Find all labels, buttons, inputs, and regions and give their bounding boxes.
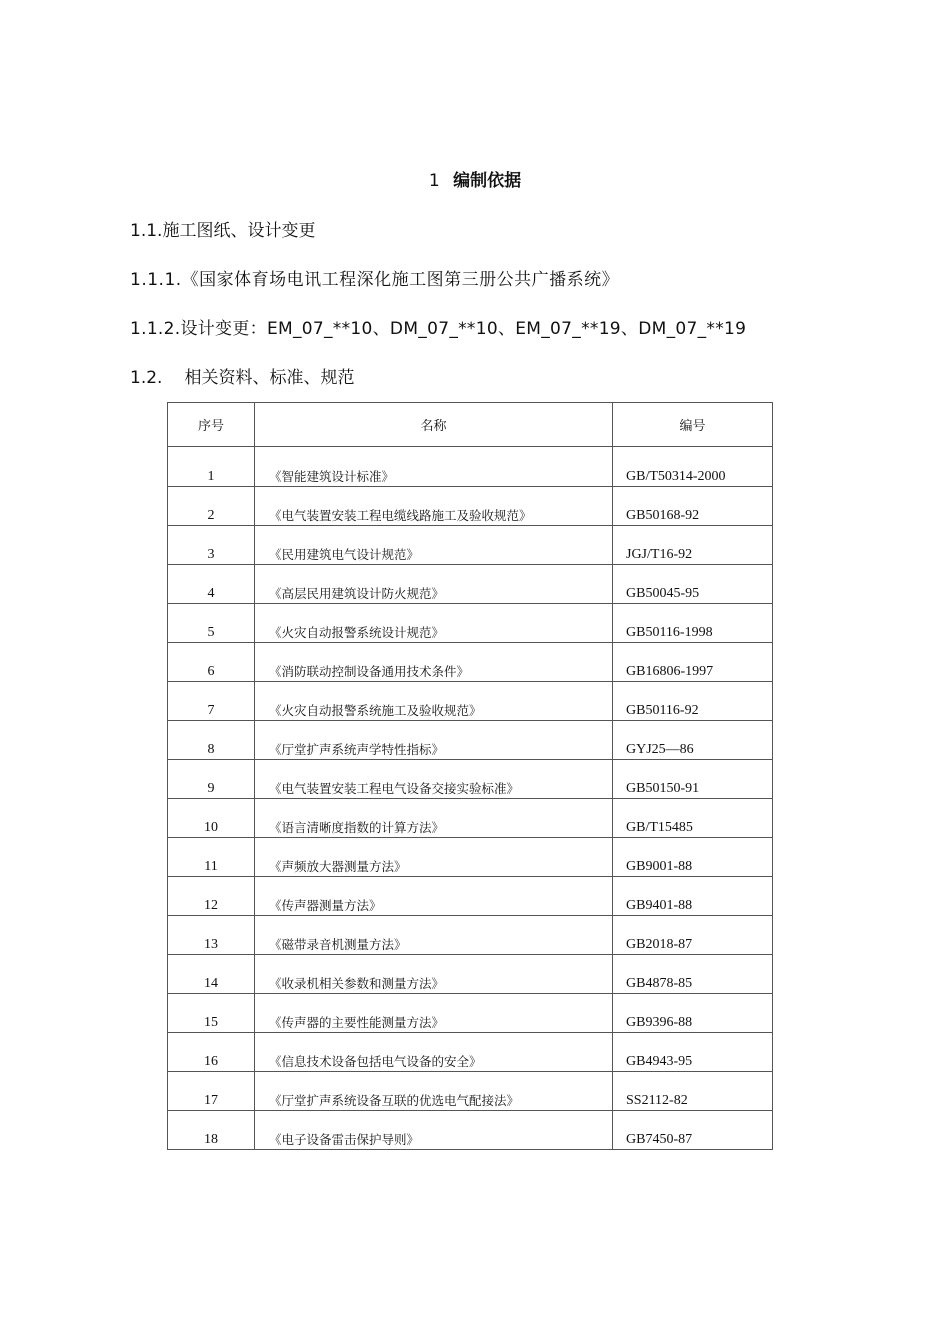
row-standard-name: 《传声器测量方法》 [269, 898, 382, 913]
row-index-cell [168, 604, 255, 643]
row-index: 8 [207, 742, 215, 757]
table-row [168, 682, 773, 721]
row-standard-code: GB4878-85 [626, 976, 693, 991]
row-standard-name-cell [255, 526, 613, 565]
row-index: 13 [204, 937, 218, 952]
row-standard-name: 《厅堂扩声系统声学特性指标》 [269, 742, 445, 757]
row-standard-name: 《厅堂扩声系统设备互联的优选电气配接法》 [269, 1093, 520, 1108]
section-number: 1.2. [130, 368, 163, 388]
row-standard-code-cell [613, 838, 773, 877]
row-standard-name-cell [255, 760, 613, 799]
table-row [168, 526, 773, 565]
row-standard-name-cell [255, 721, 613, 760]
row-standard-code-cell [613, 799, 773, 838]
row-index-cell [168, 1072, 255, 1111]
row-standard-name-cell [255, 799, 613, 838]
row-index: 4 [207, 586, 215, 601]
table-body [168, 447, 773, 1150]
row-standard-code-cell [613, 721, 773, 760]
table-row [168, 487, 773, 526]
section-heading-1-2 [130, 363, 354, 388]
row-standard-code: GB/T50314-2000 [626, 469, 726, 484]
section-title: 相关资料、标准、规范 [184, 368, 355, 388]
row-standard-code-cell [613, 994, 773, 1033]
row-index-cell [168, 565, 255, 604]
row-standard-code: SS2112-82 [626, 1093, 688, 1108]
row-standard-name: 《传声器的主要性能测量方法》 [269, 1015, 445, 1030]
row-standard-name-cell [255, 955, 613, 994]
row-standard-code-cell [613, 1072, 773, 1111]
row-index: 18 [204, 1132, 218, 1147]
row-standard-code-cell [613, 760, 773, 799]
row-standard-name-cell [255, 447, 613, 487]
table-row [168, 721, 773, 760]
row-index-cell [168, 526, 255, 565]
section-heading-1-1: 1.1.施工图纸、设计变更 [130, 221, 316, 241]
title-text: 编制依据 [453, 171, 522, 191]
section-heading-1-1-2: 1.1.2.设计变更：EM_07_**10、DM_07_**10、EM_07_**19、DM_07_**19 [130, 319, 747, 339]
row-index: 5 [207, 625, 215, 640]
row-standard-code-cell [613, 604, 773, 643]
row-index-cell [168, 721, 255, 760]
row-standard-name-cell [255, 994, 613, 1033]
row-index: 10 [204, 820, 218, 835]
header-index: 序号 [168, 403, 255, 447]
row-index-cell [168, 1033, 255, 1072]
row-standard-name-cell [255, 1072, 613, 1111]
row-standard-name-cell [255, 682, 613, 721]
row-standard-code: GYJ25—86 [626, 742, 694, 757]
table-header-row [168, 403, 773, 447]
row-standard-code: GB7450-87 [626, 1132, 693, 1147]
row-standard-name-cell [255, 838, 613, 877]
row-index-cell [168, 1111, 255, 1150]
section-heading-1-1-1: 1.1.1.《国家体育场电讯工程深化施工图第三册公共广播系统》 [130, 270, 620, 290]
row-standard-name: 《电气装置安装工程电气设备交接实验标准》 [269, 781, 520, 796]
row-standard-name-cell [255, 1111, 613, 1150]
row-index-cell [168, 838, 255, 877]
table-row [168, 1111, 773, 1150]
table-row [168, 447, 773, 487]
row-standard-code: GB4943-95 [626, 1054, 693, 1069]
row-standard-code-cell [613, 526, 773, 565]
row-standard-name-cell [255, 487, 613, 526]
row-standard-code: GB/T15485 [626, 820, 693, 835]
row-standard-name: 《收录机相关参数和测量方法》 [269, 976, 445, 991]
header-name: 名称 [255, 403, 613, 447]
row-standard-code: GB9001-88 [626, 859, 693, 874]
row-standard-name: 《消防联动控制设备通用技术条件》 [269, 664, 470, 679]
table-row [168, 643, 773, 682]
table-row [168, 604, 773, 643]
row-index: 1 [207, 469, 215, 484]
row-index: 9 [207, 781, 215, 796]
table-row [168, 916, 773, 955]
row-standard-code-cell [613, 565, 773, 604]
row-index: 12 [204, 898, 218, 913]
row-index-cell [168, 955, 255, 994]
row-standard-code: GB9401-88 [626, 898, 693, 913]
row-standard-name: 《磁带录音机测量方法》 [269, 937, 407, 952]
row-index: 14 [204, 976, 218, 991]
row-standard-code-cell [613, 487, 773, 526]
row-standard-name: 《声频放大器测量方法》 [269, 859, 407, 874]
row-standard-name: 《民用建筑电气设计规范》 [269, 547, 420, 562]
row-standard-code-cell [613, 1111, 773, 1150]
table-row [168, 838, 773, 877]
row-index-cell [168, 994, 255, 1033]
row-standard-code-cell [613, 682, 773, 721]
row-standard-name: 《电气装置安装工程电缆线路施工及验收规范》 [269, 508, 532, 523]
standards-table [167, 402, 773, 1150]
row-index-cell [168, 643, 255, 682]
row-index-cell [168, 760, 255, 799]
table-row [168, 565, 773, 604]
row-standard-code-cell [613, 877, 773, 916]
row-standard-code-cell [613, 916, 773, 955]
row-standard-code-cell [613, 447, 773, 487]
row-index: 17 [204, 1093, 218, 1108]
row-index: 2 [207, 508, 215, 523]
row-standard-code: GB50045-95 [626, 586, 700, 601]
row-standard-code: GB2018-87 [626, 937, 693, 952]
title-number: 1 [428, 171, 440, 191]
row-standard-code: GB16806-1997 [626, 664, 714, 679]
row-index: 6 [207, 664, 215, 679]
row-index: 7 [207, 703, 215, 718]
row-index-cell [168, 682, 255, 721]
table-row [168, 1072, 773, 1111]
row-standard-code: GB50116-92 [626, 703, 699, 718]
row-standard-name-cell [255, 565, 613, 604]
row-standard-name: 《火灾自动报警系统设计规范》 [269, 625, 445, 640]
row-standard-code-cell [613, 1033, 773, 1072]
row-standard-code: GB50150-91 [626, 781, 700, 796]
row-standard-code-cell [613, 643, 773, 682]
row-standard-name-cell [255, 916, 613, 955]
row-index-cell [168, 799, 255, 838]
table-row [168, 799, 773, 838]
row-standard-name: 《智能建筑设计标准》 [269, 469, 395, 484]
row-standard-name-cell [255, 643, 613, 682]
table-row [168, 760, 773, 799]
row-index: 16 [204, 1054, 218, 1069]
row-index: 15 [204, 1015, 218, 1030]
row-standard-name: 《电子设备雷击保护导则》 [269, 1132, 420, 1147]
row-standard-name: 《高层民用建筑设计防火规范》 [269, 586, 445, 601]
row-standard-code: GB50116-1998 [626, 625, 713, 640]
row-index-cell [168, 447, 255, 487]
row-standard-name-cell [255, 877, 613, 916]
table-row [168, 994, 773, 1033]
row-standard-name-cell [255, 604, 613, 643]
row-index-cell [168, 877, 255, 916]
table-row [168, 1033, 773, 1072]
row-standard-name: 《火灾自动报警系统施工及验收规范》 [269, 703, 482, 718]
row-index: 11 [204, 859, 218, 874]
table-row [168, 877, 773, 916]
row-standard-name-cell [255, 1033, 613, 1072]
row-standard-code: GB9396-88 [626, 1015, 693, 1030]
header-code: 编号 [613, 403, 773, 447]
row-standard-name: 《信息技术设备包括电气设备的安全》 [269, 1054, 482, 1069]
row-standard-code-cell [613, 955, 773, 994]
row-standard-code: GB50168-92 [626, 508, 700, 523]
row-standard-code: JGJ/T16-92 [626, 547, 693, 562]
row-index-cell [168, 916, 255, 955]
row-index-cell [168, 487, 255, 526]
row-standard-name: 《语言清晰度指数的计算方法》 [269, 820, 445, 835]
page-title [0, 166, 950, 191]
row-index: 3 [207, 547, 215, 562]
table-row [168, 955, 773, 994]
